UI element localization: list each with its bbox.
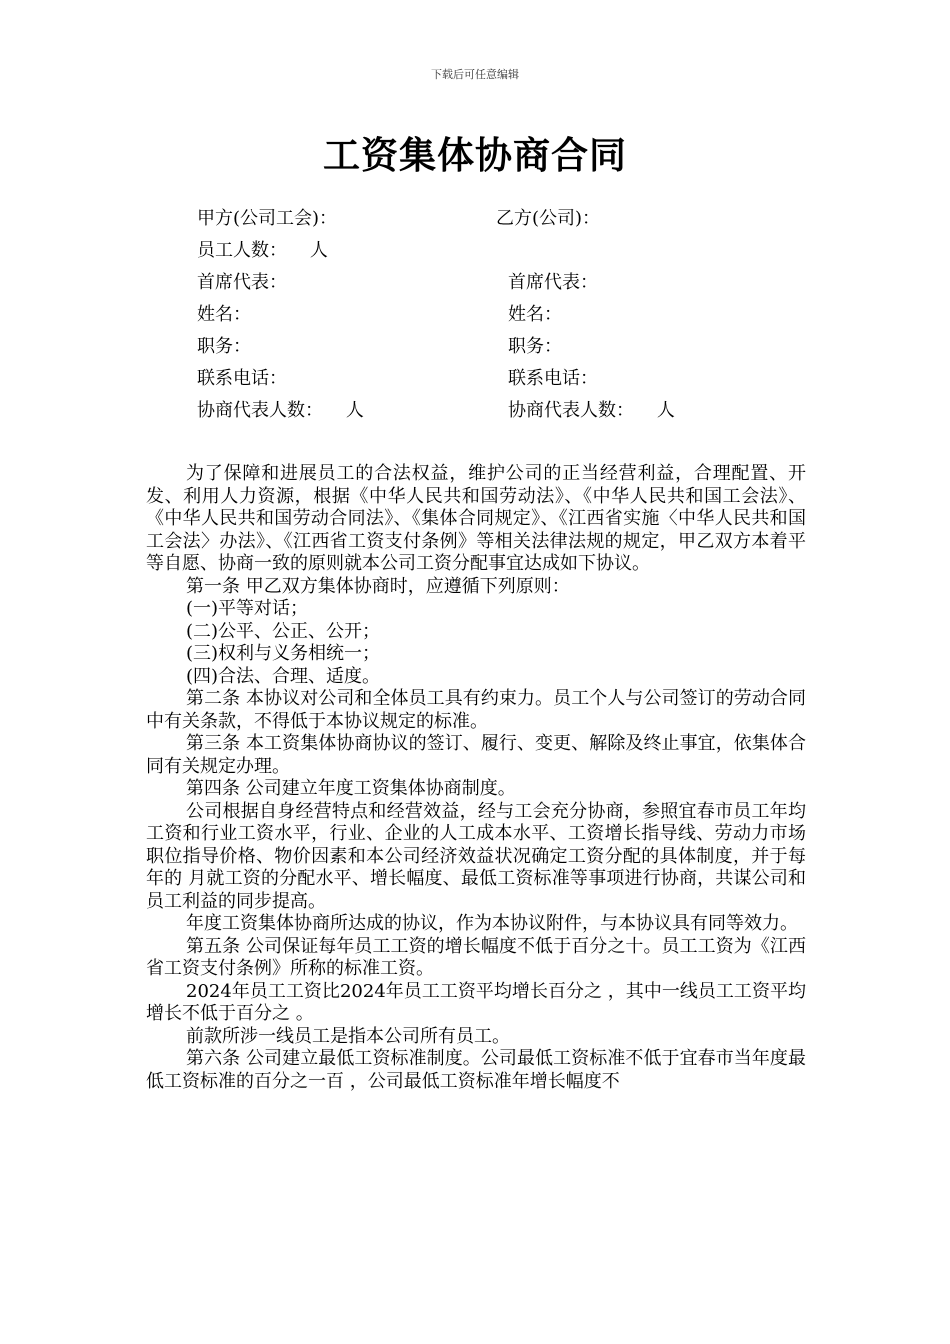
employee-count-label: 员工人数： 人 [197, 240, 328, 261]
header-note: 下载后可任意编辑 [431, 68, 519, 81]
article-2-paragraph: 第二条 本协议对公司和全体员工具有约束力。员工个人与公司签订的劳动合同中有关条款，不得低于本协议规定的标准。 [146, 688, 806, 732]
party-row [197, 269, 797, 301]
article-3-paragraph: 第三条 本工资集体协商协议的签订、履行、变更、解除及终止事宜，依集体合同有关规定办理。 [146, 733, 806, 777]
document-title: 工资集体协商合同 [323, 133, 627, 177]
party-a-rep-count-label: 协商代表人数： 人 [197, 400, 364, 421]
article-4-paragraph: 公司根据自身经营特点和经营效益，经与工会充分协商，参照宜春市员工年均工资和行业工资水平，行业、企业的人工成本水平、工资增长指导线、劳动力市场职位指导价格、物价因素和本公司经济效益状况确定工资分配的具体制度，并于每年的 月就工资的分配水平、增长幅度、最低工资标准等事项进行协商，共谋公司和员工利益的同步提高。 [146, 800, 806, 912]
party-b-phone-label: 联系电话： [508, 368, 598, 389]
parties-block [197, 205, 797, 429]
contract-body [146, 463, 806, 1093]
preamble-paragraph: 为了保障和进展员工的合法权益，维护公司的正当经营利益，合理配置、开发、利用人力资源，根据《中华人民共和国劳动法》、《中华人民共和国工会法》、《中华人民共和国劳动合同法》、《集体合同规定》、《江西省实施〈中华人民共和国工会法〉办法》、《江西省工资支付条例》等相关法律法规的规定，甲乙双方本着平等自愿、协商一致的原则就本公司工资分配事宜达成如下协议。 [146, 463, 806, 574]
wage-growth-paragraph: 2024年员工工资比2024年员工工资平均增长百分之 ，其中一线员工工资平均增长不低于百分之 。 [146, 980, 806, 1024]
party-b-label: 乙方(公司)： [496, 208, 601, 229]
party-a-label: 甲方(公司工会)： [197, 208, 338, 229]
party-row [197, 237, 797, 269]
party-row [197, 397, 797, 429]
article-6-paragraph: 第六条 公司建立最低工资标准制度。公司最低工资标准不低于宜春市当年度最低工资标准的百分之一百 ，公司最低工资标准年增长幅度不 [146, 1048, 806, 1092]
frontline-definition-paragraph: 前款所涉一线员工是指本公司所有员工。 [186, 1025, 510, 1047]
article-5-paragraph: 第五条 公司保证每年员工工资的增长幅度不低于百分之十。员工工资为《江西省工资支付条例》所称的标准工资。 [146, 935, 806, 979]
party-row [197, 333, 797, 365]
party-b-name-label: 姓名： [508, 304, 562, 325]
party-a-phone-label: 联系电话： [197, 368, 287, 389]
principle-item: (三)权利与义务相统一； [186, 643, 381, 664]
principle-item: (二)公平、公正、公开； [186, 620, 381, 642]
party-a-position-label: 职务： [197, 336, 251, 357]
party-a-name-label: 姓名： [197, 304, 251, 325]
party-a-chief-rep-label: 首席代表： [197, 272, 287, 293]
party-b-chief-rep-label: 首席代表： [508, 272, 598, 293]
article-4-heading: 第四条 公司建立年度工资集体协商制度。 [186, 778, 516, 799]
party-row [197, 205, 797, 237]
principle-item: (四)合法、合理、适度。 [186, 665, 381, 687]
article-1-heading: 第一条 甲乙双方集体协商时，应遵循下列原则： [186, 575, 570, 597]
article-4-annual-paragraph: 年度工资集体协商所达成的协议，作为本协议附件，与本协议具有同等效力。 [186, 913, 798, 934]
party-row [197, 365, 797, 397]
principle-item: (一)平等对话； [186, 598, 309, 619]
party-row [197, 301, 797, 333]
party-b-position-label: 职务： [508, 336, 562, 357]
party-b-rep-count-label: 协商代表人数： 人 [508, 400, 675, 421]
